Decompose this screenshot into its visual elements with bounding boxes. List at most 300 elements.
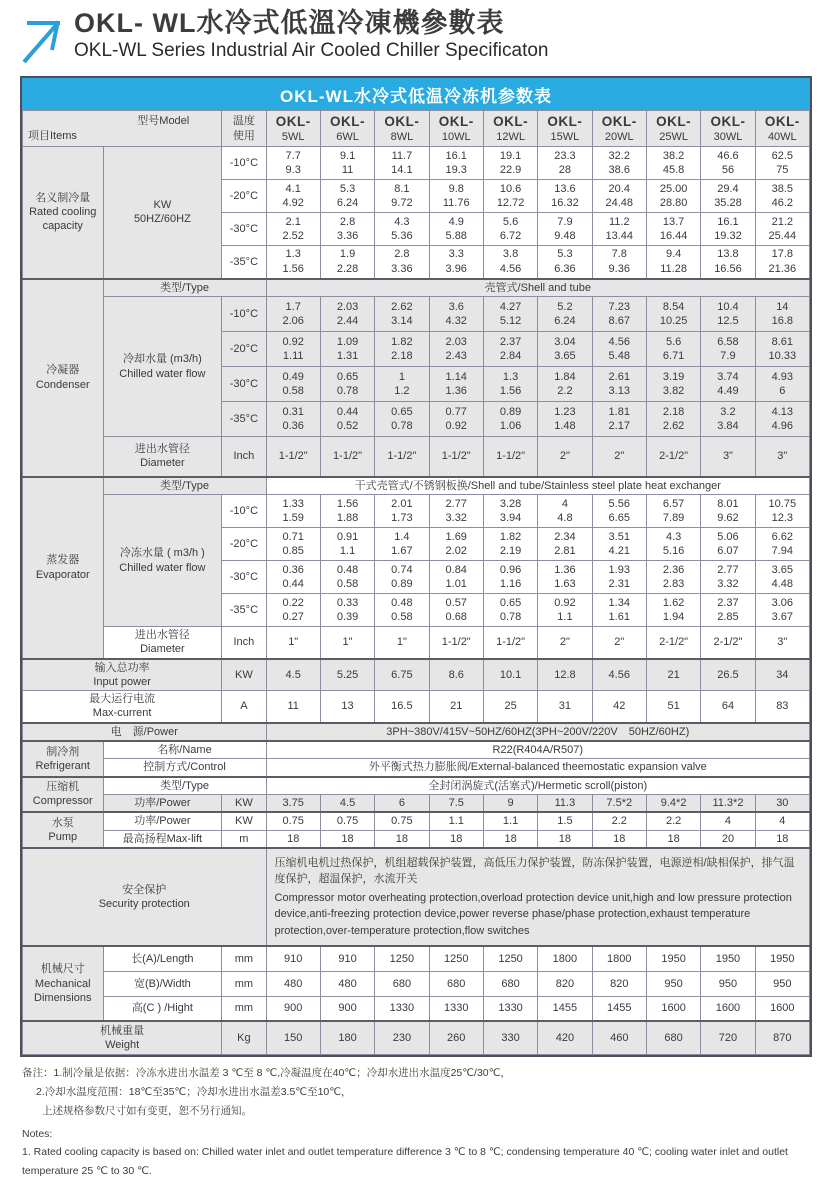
security-protection-text: 压缩机电机过热保护，机组超载保护装置，高低压力保护装置，防冻保护装置，电源逆相/缺相保护，排气温度保护，超温保护，水流开关 Compressor motor overheating protection,overload protection device unit,high and low pressure protection device,anti-freezing protection device,power reverse phase/phase protection,exhaust temperature protection,over-temperature protection,flow switches [266,848,809,947]
table-cell: 2.8 3.36 [375,246,429,279]
table-cell: 1.34 1.61 [592,594,646,627]
table-cell: 4.13 4.96 [755,402,809,437]
table-cell: 0.89 1.06 [483,402,537,437]
table-cell: 820 [538,971,592,996]
table-cell: 2" [592,627,646,659]
table-cell: 13.6 16.32 [538,180,592,213]
table-cell: 4 [755,812,809,830]
note-zh-3: 上述规格参数尺寸如有变更，恕不另行通知。 [42,1104,252,1117]
table-cell: 18 [646,830,700,848]
table-cell: 11 [266,691,320,723]
table-cell: 0.65 0.78 [375,402,429,437]
table-cell: 2.37 2.84 [483,332,537,367]
table-cell: 5.56 6.65 [592,495,646,528]
table-cell: 5.3 6.36 [538,246,592,279]
table-cell: 5.6 6.72 [483,213,537,246]
table-cell: 6.62 7.94 [755,528,809,561]
table-cell: 1.09 1.31 [320,332,374,367]
unit-kg: Kg [222,1021,266,1054]
table-cell: 0.92 1.11 [266,332,320,367]
table-cell: 8.01 9.62 [701,495,755,528]
table-cell: 21 [646,659,700,691]
condenser-type-label: 类型/Type [103,279,266,297]
table-cell: 18 [538,830,592,848]
table-cell: 14 16.8 [755,297,809,332]
power-supply-value: 3PH~380V/415V~50HZ/60HZ(3PH~200V/220V 50HZ/60HZ) [266,723,809,741]
table-cell: 680 [429,971,483,996]
table-cell: 4.5 [320,794,374,812]
row-input-power: 输入总功率 Input power [23,659,222,691]
condenser-type-value: 壳管式/Shell and tube [266,279,809,297]
table-cell: 2-1/2" [646,627,700,659]
table-cell: 2.77 3.32 [429,495,483,528]
table-cell: 26.5 [701,659,755,691]
unit-kw: KW [222,659,266,691]
table-cell: 0.57 0.68 [429,594,483,627]
note-zh-1: 备注：1.制冷量是依据：冷冻水进出水温差 3 ℃至 8 ℃,冷凝温度在40℃；冷却水进出水温度25℃/30℃， [22,1066,511,1079]
section-evaporator: 蒸发器 Evaporator [23,477,104,659]
table-cell: 1.4 1.67 [375,528,429,561]
table-cell: 720 [701,1021,755,1054]
header-model-30wl: OKL- 30WL [701,111,755,147]
table-cell: 18 [320,830,374,848]
table-cell: 9.4 11.28 [646,246,700,279]
table-cell: 1800 [592,946,646,971]
table-cell: 1.7 2.06 [266,297,320,332]
unit-inch: Inch [222,437,266,477]
table-cell: 1.3 1.56 [483,367,537,402]
table-cell: 2.61 3.13 [592,367,646,402]
table-cell: 420 [538,1021,592,1054]
temp-label: -10°C [222,495,266,528]
table-cell: 4.3 5.36 [375,213,429,246]
table-cell: 20 [701,830,755,848]
temp-label: -20°C [222,528,266,561]
table-cell: 9.4*2 [646,794,700,812]
table-cell: 2.01 1.73 [375,495,429,528]
spec-table-body [23,111,810,1055]
table-cell: 4.5 [266,659,320,691]
row-max-current: 最大运行电流 Max-current [23,691,222,723]
table-cell: 1.1 [429,812,483,830]
unit-mm: mm [222,971,266,996]
table-cell: 2-1/2" [701,627,755,659]
table-cell: 3.3 3.96 [429,246,483,279]
table-cell: 16.5 [375,691,429,723]
header-model-10wl: OKL- 10WL [429,111,483,147]
table-cell: 0.22 0.27 [266,594,320,627]
table-cell: 5.25 [320,659,374,691]
table-cell: 4.56 5.48 [592,332,646,367]
note-zh-2: 2.冷却水温度范围：18℃至35℃；冷却水进出水温差3.5℃至10℃， [36,1085,352,1098]
temp-label: -10°C [222,147,266,180]
table-cell: 1.23 1.48 [538,402,592,437]
table-cell: 2.34 2.81 [538,528,592,561]
table-cell: 4.3 5.16 [646,528,700,561]
table-cell: 30 [755,794,809,812]
table-cell: 5.6 6.71 [646,332,700,367]
table-cell: 3.6 4.32 [429,297,483,332]
table-cell: 150 [266,1021,320,1054]
table-cell: 950 [755,971,809,996]
temp-label: -35°C [222,402,266,437]
row-weight: 机械重量 Weight [23,1021,222,1054]
table-cell: 4 4.8 [538,495,592,528]
page-title-zh: OKL- WL水冷式低溫冷凍機參數表 [74,8,505,38]
page-title-en: OKL-WL Series Industrial Air Cooled Chiller Specificaton [74,40,549,62]
table-cell: 21.2 25.44 [755,213,809,246]
table-cell: 1250 [483,946,537,971]
table-title-bar: OKL-WL水冷式低温冷冻机参数表 [22,78,810,110]
table-cell: 2.03 2.44 [320,297,374,332]
temp-label: -30°C [222,213,266,246]
table-cell: 62.5 75 [755,147,809,180]
table-cell: 1250 [375,946,429,971]
note-en-label: Notes: [22,1127,53,1140]
evaporator-type-label: 类型/Type [103,477,266,495]
table-cell: 480 [266,971,320,996]
refrigerant-control-value: 外平衡式热力膨胀阀/External-balanced theemostatic expansion valve [266,759,809,777]
table-cell: 1250 [429,946,483,971]
table-cell: 0.49 0.58 [266,367,320,402]
table-cell: 910 [320,946,374,971]
table-cell: 0.48 0.58 [375,594,429,627]
table-cell: 11.3 [538,794,592,812]
table-cell: 18 [375,830,429,848]
table-cell: 8.61 10.33 [755,332,809,367]
unit-a: A [222,691,266,723]
condenser-flow-label: 冷却水量 (m3/h) Chilled water flow [103,297,222,437]
table-cell: 1800 [538,946,592,971]
table-cell: 1950 [755,946,809,971]
section-pump: 水泵 Pump [23,812,104,848]
table-cell: 6.58 7.9 [701,332,755,367]
table-cell: 1.1 [483,812,537,830]
table-cell: 0.65 0.78 [320,367,374,402]
table-cell: 1-1/2" [320,437,374,477]
table-cell: 3.19 3.82 [646,367,700,402]
unit-inch: Inch [222,627,266,659]
temp-label: -35°C [222,246,266,279]
table-cell: 900 [320,996,374,1021]
table-cell: 8.1 9.72 [375,180,429,213]
table-cell: 680 [483,971,537,996]
table-cell: 0.65 0.78 [483,594,537,627]
table-cell: 16.1 19.3 [429,147,483,180]
table-cell: 0.36 0.44 [266,561,320,594]
table-cell: 2.2 [592,812,646,830]
table-cell: 1 1.2 [375,367,429,402]
masthead [0,0,828,66]
table-cell: 2.77 3.32 [701,561,755,594]
table-cell: 330 [483,1021,537,1054]
table-cell: 18 [755,830,809,848]
table-cell: 1600 [755,996,809,1021]
table-cell: 2.2 [646,812,700,830]
table-cell: 7.8 9.36 [592,246,646,279]
table-cell: 19.1 22.9 [483,147,537,180]
rated-unit: KW 50HZ/60HZ [103,147,222,279]
table-cell: 10.4 12.5 [701,297,755,332]
table-cell: 1455 [538,996,592,1021]
table-cell: 20.4 24.48 [592,180,646,213]
compressor-power-label: 功率/Power [103,794,222,812]
table-cell: 25.00 28.80 [646,180,700,213]
table-cell: 2.8 3.36 [320,213,374,246]
table-cell: 1330 [483,996,537,1021]
table-cell: 1.69 2.02 [429,528,483,561]
table-cell: 1-1/2" [429,437,483,477]
table-cell: 11.7 14.1 [375,147,429,180]
header-model-5wl: OKL- 5WL [266,111,320,147]
table-cell: 6.75 [375,659,429,691]
table-cell: 2.36 2.83 [646,561,700,594]
table-cell: 6 [375,794,429,812]
table-cell: 480 [320,971,374,996]
table-cell: 21 [429,691,483,723]
table-cell: 1-1/2" [483,437,537,477]
table-cell: 8.6 [429,659,483,691]
table-cell: 38.5 46.2 [755,180,809,213]
table-cell: 0.75 [375,812,429,830]
table-cell: 1.93 2.31 [592,561,646,594]
table-cell: 51 [646,691,700,723]
footnotes [22,1064,828,1181]
table-cell: 9.1 11 [320,147,374,180]
table-cell: 1600 [646,996,700,1021]
table-cell: 5.3 6.24 [320,180,374,213]
note-en-1: 1. Rated cooling capacity is based on: Chilled water inlet and outlet temperature difference 3 ℃ to 8 ℃; condensing temperature 40 ℃; cooling water inlet and outlet temperature 25 ℃ to 30 ℃. [22,1146,788,1178]
table-cell: 0.31 0.36 [266,402,320,437]
table-cell: 0.84 1.01 [429,561,483,594]
table-cell: 10.6 12.72 [483,180,537,213]
table-cell: 0.71 0.85 [266,528,320,561]
table-cell: 1-1/2" [483,627,537,659]
table-cell: 18 [483,830,537,848]
table-cell: 3.8 4.56 [483,246,537,279]
table-cell: 11.2 13.44 [592,213,646,246]
table-cell: 260 [429,1021,483,1054]
table-cell: 10.75 12.3 [755,495,809,528]
evaporator-type-value: 干式壳管式/不锈钢板换/Shell and tube/Stainless steel plate heat exchanger [266,477,809,495]
table-cell: 0.75 [320,812,374,830]
table-cell: 4 [701,812,755,830]
table-cell: 9.8 11.76 [429,180,483,213]
table-cell: 3" [755,437,809,477]
section-condenser: 冷凝器 Condenser [23,279,104,477]
table-cell: 1.3 1.56 [266,246,320,279]
table-cell: 2.62 3.14 [375,297,429,332]
temp-label: -30°C [222,367,266,402]
table-cell: 3.2 3.84 [701,402,755,437]
table-cell: 900 [266,996,320,1021]
table-cell: 950 [646,971,700,996]
table-cell: 18 [266,830,320,848]
temp-label: -20°C [222,180,266,213]
table-cell: 3.06 3.67 [755,594,809,627]
title-block [74,8,549,63]
table-cell: 3.75 [266,794,320,812]
temp-label: -10°C [222,297,266,332]
table-cell: 29.4 35.28 [701,180,755,213]
compressor-type-value: 全封闭涡旋式(活塞式)/Hermetic scroll(piston) [266,777,809,795]
table-cell: 17.8 21.36 [755,246,809,279]
table-cell: 7.5 [429,794,483,812]
table-cell: 10.1 [483,659,537,691]
table-cell: 180 [320,1021,374,1054]
header-model-6wl: OKL- 6WL [320,111,374,147]
table-cell: 5.2 6.24 [538,297,592,332]
table-cell: 1" [375,627,429,659]
table-cell: 1.36 1.63 [538,561,592,594]
header-model-15wl: OKL- 15WL [538,111,592,147]
compressor-type-label: 类型/Type [103,777,266,795]
table-cell: 870 [755,1021,809,1054]
table-cell: 13 [320,691,374,723]
table-cell: 3.65 4.48 [755,561,809,594]
table-cell: 1.82 2.18 [375,332,429,367]
table-cell: 4.9 5.88 [429,213,483,246]
spec-table-wrap [20,76,812,1057]
table-cell: 1" [266,627,320,659]
table-cell: 7.7 9.3 [266,147,320,180]
header-temp-usage: 温度 使用 [222,111,266,147]
header-model-40wl: OKL- 40WL [755,111,809,147]
table-cell: 1330 [375,996,429,1021]
table-cell: 31 [538,691,592,723]
table-cell: 1.82 2.19 [483,528,537,561]
table-cell: 1-1/2" [266,437,320,477]
unit-kw: KW [222,812,266,830]
table-cell: 3.28 3.94 [483,495,537,528]
table-cell: 2.03 2.43 [429,332,483,367]
table-cell: 0.74 0.89 [375,561,429,594]
table-cell: 46.6 56 [701,147,755,180]
table-cell: 910 [266,946,320,971]
table-cell: 2" [538,627,592,659]
table-cell: 2" [538,437,592,477]
table-cell: 2-1/2" [646,437,700,477]
table-cell: 7.5*2 [592,794,646,812]
table-cell: 11.3*2 [701,794,755,812]
table-cell: 820 [592,971,646,996]
table-cell: 38.2 45.8 [646,147,700,180]
height-label: 高(C ) /Hight [103,996,222,1021]
table-cell: 0.33 0.39 [320,594,374,627]
unit-kw: KW [222,794,266,812]
table-cell: 6.57 7.89 [646,495,700,528]
table-cell: 1950 [646,946,700,971]
table-cell: 230 [375,1021,429,1054]
temp-label: -35°C [222,594,266,627]
table-cell: 1.9 2.28 [320,246,374,279]
table-cell: 1-1/2" [375,437,429,477]
table-cell: 4.93 6 [755,367,809,402]
pump-maxlift-label: 最高扬程Max-lift [103,830,222,848]
table-cell: 0.91 1.1 [320,528,374,561]
table-cell: 2" [592,437,646,477]
table-cell: 7.9 9.48 [538,213,592,246]
table-cell: 13.8 16.56 [701,246,755,279]
table-cell: 1950 [701,946,755,971]
table-cell: 1600 [701,996,755,1021]
temp-label: -30°C [222,561,266,594]
table-cell: 25 [483,691,537,723]
refrigerant-control-label: 控制方式/Control [103,759,266,777]
table-cell: 13.7 16.44 [646,213,700,246]
table-cell: 1.81 2.17 [592,402,646,437]
table-cell: 1.62 1.94 [646,594,700,627]
table-cell: 42 [592,691,646,723]
table-cell: 1-1/2" [429,627,483,659]
table-cell: 3" [755,627,809,659]
table-cell: 3" [701,437,755,477]
section-mechanical-dimensions: 机械尺寸 Mechanical Dimensions [23,946,104,1021]
refrigerant-name-value: R22(R404A/R507) [266,741,809,759]
table-cell: 0.44 0.52 [320,402,374,437]
row-security-protection: 安全保护 Security protection [23,848,267,947]
brand-arrow-icon [14,10,66,66]
table-cell: 8.54 10.25 [646,297,700,332]
table-cell: 1" [320,627,374,659]
table-cell: 18 [592,830,646,848]
table-cell: 1.33 1.59 [266,495,320,528]
table-cell: 0.77 0.92 [429,402,483,437]
table-cell: 64 [701,691,755,723]
width-label: 宽(B)/Width [103,971,222,996]
table-cell: 0.96 1.16 [483,561,537,594]
table-cell: 83 [755,691,809,723]
table-cell: 3.74 4.49 [701,367,755,402]
section-rated-cooling: 名义制冷量 Rated cooling capacity [23,147,104,279]
table-cell: 16.1 19.32 [701,213,755,246]
table-cell: 34 [755,659,809,691]
header-model-12wl: OKL- 12WL [483,111,537,147]
table-cell: 0.48 0.58 [320,561,374,594]
table-cell: 460 [592,1021,646,1054]
table-cell: 3.04 3.65 [538,332,592,367]
table-cell: 9 [483,794,537,812]
table-cell: 4.27 5.12 [483,297,537,332]
evaporator-diameter-label: 进出水管径 Diameter [103,627,222,659]
table-cell: 950 [701,971,755,996]
unit-mm: mm [222,996,266,1021]
table-cell: 1.14 1.36 [429,367,483,402]
spec-table [22,110,810,1055]
table-cell: 2.18 2.62 [646,402,700,437]
condenser-diameter-label: 进出水管径 Diameter [103,437,222,477]
header-model-25wl: OKL- 25WL [646,111,700,147]
pump-power-label: 功率/Power [103,812,222,830]
table-cell: 32.2 38.6 [592,147,646,180]
table-cell: 4.1 4.92 [266,180,320,213]
header-model-8wl: OKL- 8WL [375,111,429,147]
unit-m: m [222,830,266,848]
length-label: 长(A)/Length [103,946,222,971]
temp-label: -20°C [222,332,266,367]
table-cell: 2.1 2.52 [266,213,320,246]
row-power-supply: 电 源/Power [23,723,267,741]
table-cell: 12.8 [538,659,592,691]
refrigerant-name-label: 名称/Name [103,741,266,759]
table-cell: 4.56 [592,659,646,691]
table-cell: 680 [375,971,429,996]
table-cell: 1.56 1.88 [320,495,374,528]
header-items-model: 项目Items 型号Model [23,111,222,147]
table-cell: 18 [429,830,483,848]
section-compressor: 压缩机 Compressor [23,777,104,813]
evaporator-flow-label: 冷冻水量 ( m3/h ) Chilled water flow [103,495,222,627]
